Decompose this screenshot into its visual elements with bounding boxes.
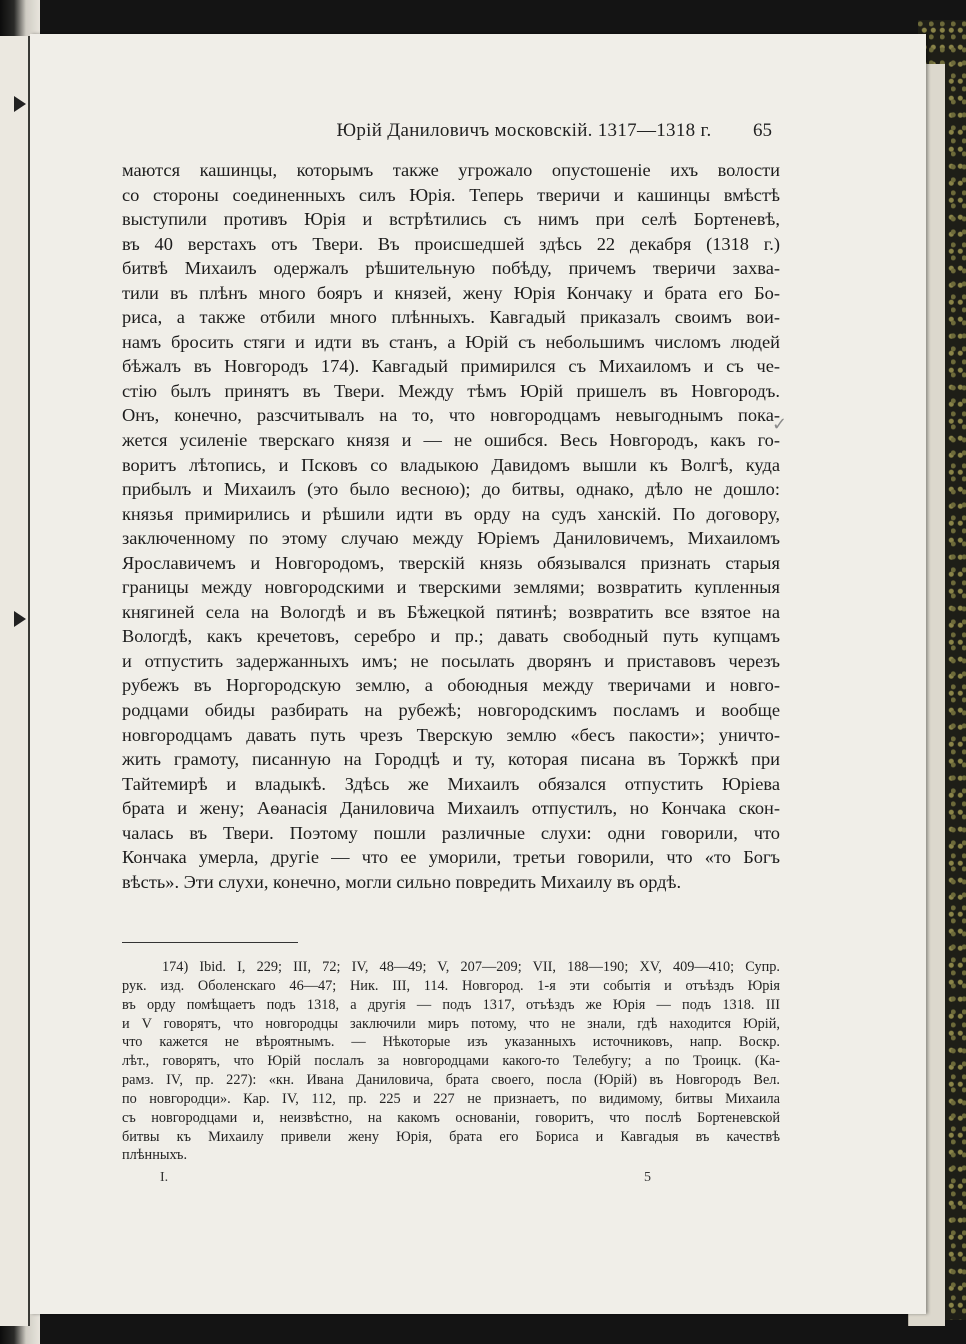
- text-line: тили въ плѣнъ много бояръ и князей, жену Юрія Кончаку и брата его Бо-: [122, 282, 780, 303]
- text-line: Вологдѣ, какъ кречетовъ, серебро и пр.; давать свободный путь купцамъ: [122, 626, 780, 647]
- text-line: бѣжалъ въ Новгородъ 174). Кавгадый примирился съ Михаиломъ и съ че-: [122, 356, 780, 377]
- text-line: Ярославичемъ и Новгородомъ, тверскій князь обязывался признать старыя: [122, 552, 780, 573]
- page-edge-notch: [14, 96, 26, 112]
- footnote-divider: [122, 942, 298, 943]
- text-line: новгородцамъ давать путь чрезъ Тверскую землю «бесъ пакости»; уничто-: [122, 724, 780, 745]
- page-edge-notch: [14, 611, 26, 627]
- text-line: Онъ, конечно, разсчитывалъ на то, что новгородцамъ невыгоднымъ пока-: [122, 405, 780, 426]
- text-line: въ 40 верстахъ отъ Твери. Въ происшедшей здѣсь 22 декабря (1318 г.): [122, 233, 780, 254]
- text-line: рубежъ въ Норгородскую землю, а обоюдныя между тверичами и новго-: [122, 675, 780, 696]
- text-line: прибылъ и Михаилъ (это было весною); до битвы, однако, дѣло не дошло:: [122, 479, 780, 500]
- footnote-line: по новгородци». Кар. IV, 112, пр. 225 и 227 не признаетъ, по видимому, битвы Михаила: [122, 1090, 780, 1107]
- text-line: заключенному по этому случаю между Юріемъ Даниловичемъ, Михаиломъ: [122, 528, 780, 549]
- text-line: стію былъ принятъ въ Твери. Между тѣмъ Юрій пришелъ въ Новгородъ.: [122, 380, 780, 401]
- text-line: битвѣ Михаилъ одержалъ рѣшительную побѣду, причемъ тверичи захва-: [122, 258, 780, 279]
- text-line: вѣсть». Эти слухи, конечно, могли сильно повредить Михаилу въ ордѣ.: [122, 871, 682, 892]
- text-line: воритъ лѣтопись, и Псковъ со владыкою Давидомъ вышли къ Волгѣ, куда: [122, 454, 780, 475]
- text-line: риса, а также отбили много плѣнныхъ. Кавгадый приказалъ своимъ вои-: [122, 307, 780, 328]
- pencil-check-mark: ✓: [772, 414, 788, 435]
- printer-signature-mark: I.: [160, 1170, 169, 1185]
- book-page: [30, 34, 926, 1314]
- left-page-edge: [0, 36, 30, 1326]
- footnote-line: съ новгородцами и, неизвѣстно, на какомъ основаніи, говоритъ, что послѣ Бортеневской: [122, 1109, 780, 1126]
- footnote-line: и V говорятъ, что новгородцы заключили миръ потому, что не знали, гдѣ находится Юрій,: [122, 1015, 780, 1032]
- body-text: [122, 158, 780, 894]
- page-number: 65: [753, 120, 772, 141]
- text-line: Кончака умерла, другіе — что ее уморили, третьи говорили, что «то Богъ: [122, 847, 780, 868]
- footnote-line: рук. изд. Оболенскаго 46—47; Ник. III, 114. Новгород. 1-я эти событія и отъѣздъ Юрія: [122, 977, 780, 994]
- text-line: жить грамоту, писанную на Городцѣ и ту, которая писана въ Торжкѣ при: [122, 749, 780, 770]
- footnote-line: плѣнныхъ.: [122, 1147, 188, 1164]
- text-line: границы между новгородскими и тверскими землями; возвратить купленныя: [122, 577, 780, 598]
- footnote-line: рамз. IV, пр. 227): «кн. Ивана Даниловича, брата своего, посла (Юрій) въ Новгородъ Вел.: [122, 1072, 780, 1089]
- footnote-line: лѣт., говорятъ, что Юрій послалъ за новгородцами какого-то Телебугу; а по Троицк. (Ка-: [122, 1053, 780, 1070]
- text-line: намъ бросить стяги и идти въ станъ, а Юрій съ небольшимъ числомъ людей: [122, 331, 780, 352]
- footnotes: [122, 958, 780, 1165]
- sheet-number: 5: [644, 1170, 651, 1185]
- text-line: брата и жену; Аѳанасія Даниловича Михаилъ отпустилъ, но Кончака скон-: [122, 798, 780, 819]
- footnote-line: битвы къ Михаилу привели жену Юрія, брата его Бориса и Кавгадыя въ качествѣ: [122, 1128, 780, 1145]
- text-line: князья примирились и рѣшили идти въ орду на судъ ханскій. По договору,: [122, 503, 780, 524]
- text-line: чалась въ Твери. Поэтому пошли различные слухи: одни говорили, что: [122, 822, 780, 843]
- text-line: Тайтемирѣ и владыкѣ. Здѣсь же Михаилъ обязался отпустить Юріева: [122, 773, 780, 794]
- text-line: выступили противъ Юрія и встрѣтились съ нимъ при селѣ Бортеневѣ,: [122, 209, 780, 230]
- text-line: жется усиленіе тверскаго князя и — не ошибся. Весь Новгородъ, какъ го-: [122, 430, 780, 451]
- text-line: княгиней села на Вологдѣ и въ Бѣжецкой пятинѣ; возвратить все взятое на: [122, 601, 780, 622]
- running-title: Юрій Даниловичъ московскій. 1317—1318 г.: [336, 120, 712, 141]
- text-line: родцами обиды разбирать на рубежѣ; новгородскимъ посламъ и вообще: [122, 700, 780, 721]
- text-line: и отпустить задержанныхъ имъ; не посылать дворянъ и приставовъ черезъ: [122, 650, 780, 671]
- footnote-line: 174) Ibid. I, 229; III, 72; IV, 48—49; V, 207—209; VII, 188—190; XV, 409—410; Супр.: [162, 959, 780, 975]
- text-line: со стороны соединенныхъ силъ Юрія. Теперь тверичи и кашинцы вмѣстѣ: [122, 184, 780, 205]
- text-line: маются кашинцы, которымъ также угрожало опустошеніе ихъ волости: [122, 160, 780, 180]
- footnote-line: что кажется не вѣроятнымъ. — Нѣкоторые изъ указанныхъ источниковъ, напр. Воскр.: [122, 1034, 780, 1051]
- footnote-line: въ орду помѣщаетъ подъ 1318, а другія — подъ 1317, отъѣздъ же Юрія — подъ 1318. III: [122, 996, 780, 1013]
